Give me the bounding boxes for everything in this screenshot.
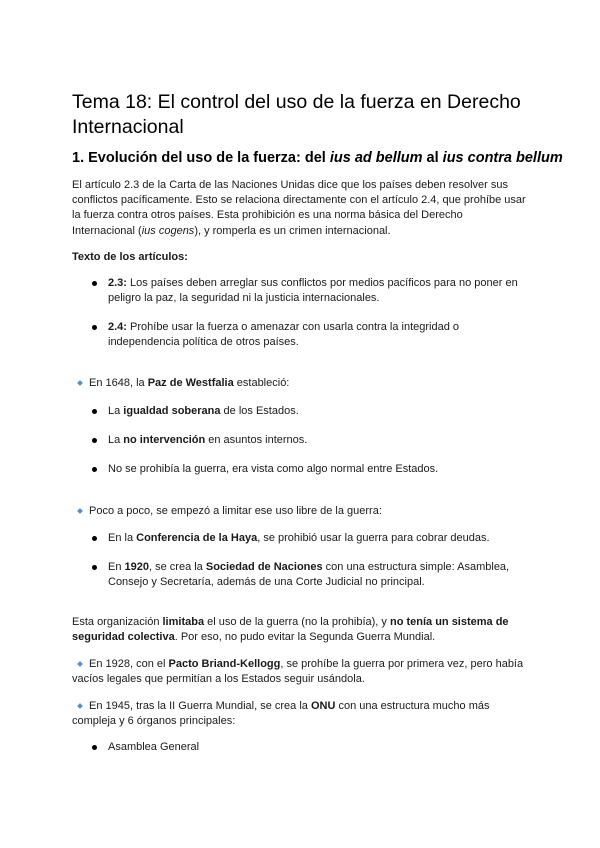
intro-italic: ius cogens (141, 224, 195, 237)
article-text: Los países deben arreglar sus conflictos por medios pacíficos para no poner en peligro la paz, la seguridad ni la justicia internacionales. (108, 277, 518, 305)
item-text: de los Estados. (220, 405, 299, 417)
kellogg-text: En 1928, con el (89, 658, 169, 670)
article-number: 2.4: (108, 321, 127, 333)
bullet-icon (92, 409, 97, 414)
list-item (108, 462, 528, 477)
org-text: Esta organización (72, 616, 163, 628)
org-bold: limitaba (162, 616, 205, 628)
item-text: No se prohibía la guerra, era vista como algo normal entre Estados. (108, 463, 439, 475)
diamond-bullet-icon (77, 508, 83, 514)
list-item (108, 433, 528, 448)
intro-text: ), y romperla es un crimen internacional. (194, 224, 391, 237)
list-item (108, 560, 528, 590)
list-item (108, 404, 528, 419)
heading-part: al (422, 150, 443, 166)
item-text: en asuntos internos. (205, 434, 308, 446)
intro-paragraph (72, 178, 528, 239)
org-text: . Por eso, no pudo evitar la Segunda Guerra Mundial. (174, 631, 436, 644)
article-text: Prohíbe usar la fuerza o amenazar con usarla contra la integridad o independencia política de otros países. (108, 321, 459, 349)
kellogg-paragraph (72, 657, 528, 687)
onu-paragraph (72, 699, 528, 729)
item-text: , se prohibió usar la guerra para cobrar deudas. (257, 532, 490, 544)
item-text: En la (108, 532, 137, 544)
articles-label: Texto de los artículos: (72, 251, 188, 263)
bullet-icon (92, 536, 97, 541)
item-text: En (108, 561, 125, 573)
heading-italic-2: ius contra bellum (442, 150, 563, 166)
westfalia-paragraph (89, 376, 529, 391)
item-text: La (108, 434, 124, 446)
diamond-bullet-icon (77, 380, 83, 386)
org-bold: no tenía un sistema de seguridad colectiva (72, 616, 509, 644)
item-bold: Conferencia de la Haya (136, 532, 258, 544)
bullet-icon (92, 745, 97, 750)
list-item (108, 531, 528, 546)
bullet-icon (92, 325, 97, 330)
westfalia-bold: Paz de Westfalia (147, 377, 234, 389)
item-bold: igualdad soberana (123, 405, 221, 417)
article-number: 2.3: (108, 277, 127, 289)
page-title: Tema 18: El control del uso de la fuerza en Derecho Internacional (72, 91, 521, 138)
org-paragraph (72, 615, 528, 645)
limit-paragraph: Poco a poco, se empezó a limitar ese uso libre de la guerra: (89, 505, 382, 517)
heading-part: 1. Evolución del uso de la fuerza: del (72, 150, 330, 166)
onu-bold: ONU (310, 700, 336, 712)
item-text: con una estructura simple: Asamblea, Consejo y Secretaría, además de una Corte Judicial no principal. (108, 561, 510, 589)
bullet-icon (92, 565, 97, 570)
bullet-icon (92, 281, 97, 286)
heading-italic-1: ius ad bellum (329, 150, 423, 166)
westfalia-text: estableció: (233, 377, 290, 389)
item-bold: 1920 (124, 561, 149, 573)
list-item: Asamblea General (108, 741, 200, 753)
org-text: el uso de la guerra (no la prohibía), y (204, 616, 390, 628)
item-bold: no intervención (123, 434, 206, 446)
item-text: La (108, 405, 124, 417)
item-text: , se crea la (149, 561, 206, 573)
onu-text: En 1945, tras la II Guerra Mundial, se crea la (89, 700, 311, 712)
kellogg-bold: Pacto Briand-Kellogg (168, 658, 281, 670)
section-heading (72, 149, 563, 167)
bullet-icon (92, 467, 97, 472)
westfalia-text: En 1648, la (89, 377, 148, 389)
onu-text: con una estructura mucho más compleja y 6 órganos principales: (72, 700, 490, 728)
article-item (108, 276, 528, 306)
article-item (108, 320, 528, 350)
kellogg-text: , se prohíbe la guerra por primera vez, pero había vacíos legales que permitían a los Estados seguir usándola. (72, 658, 524, 686)
intro-text: El artículo 2.3 de la Carta de las Naciones Unidas dice que los países deben resolver sus conflictos pacíficamente. Esto se relaciona directamente con el artículo 2.4, que prohíbe usar la fuerza contra otros países. Esta prohibición es una norma básica del Derecho Internacional ( (72, 179, 526, 237)
item-bold: Sociedad de Naciones (205, 561, 323, 573)
bullet-icon (92, 438, 97, 443)
